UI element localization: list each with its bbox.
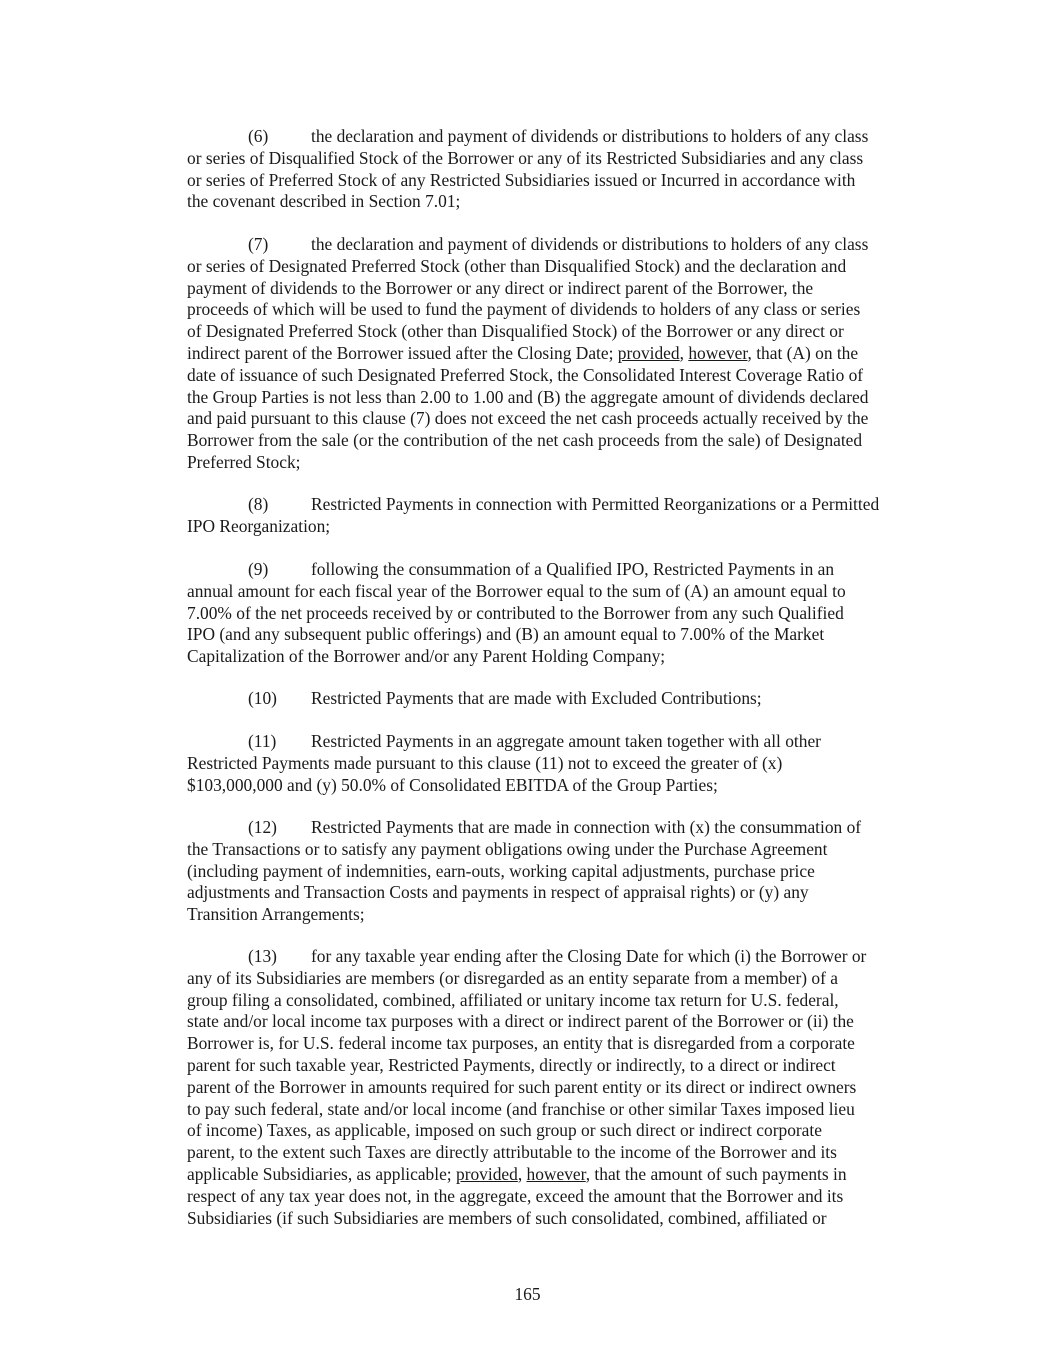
clause-number: (9) [248, 559, 269, 579]
clause-11 [187, 731, 947, 796]
clause-text: $103,000,000 and (y) 50.0% of Consolidated EBITDA of the Group Parties; [187, 774, 718, 795]
clause-text: and paid pursuant to this clause (7) does not exceed the net cash proceeds actually received by the [187, 408, 869, 429]
clause-text: Restricted Payments that are made in connection with (x) the consummation of [311, 817, 862, 837]
clause-text: or series of Preferred Stock of any Restricted Subsidiaries issued or Incurred in accordance with [187, 169, 856, 190]
clause-text: the Group Parties is not less than 2.00 to 1.00 and (B) the aggregate amount of dividends declared [187, 386, 869, 407]
clause-6 [187, 126, 947, 213]
clause-text: that (A) on the [756, 342, 859, 363]
clause-number: (11) [248, 731, 277, 751]
clause-text: adjustments and Transaction Costs and payments in respect of appraisal rights) or (y) any [187, 882, 809, 903]
clause-text: Borrower from the sale (or the contribution of the net cash proceeds from the sale) of Designated [187, 430, 863, 451]
clause-text: Restricted Payments made pursuant to this clause (11) not to exceed the greater of (x) [187, 752, 783, 773]
clause-12 [187, 817, 947, 926]
clause-text: that the amount of such payments in [594, 1163, 847, 1184]
clause-text: the declaration and payment of dividends or distributions to holders of any class [311, 126, 869, 146]
clause-text: respect of any tax year does not, in the aggregate, exceed the amount that the Borrower and its [187, 1185, 844, 1206]
clause-8 [187, 494, 947, 538]
clause-number: (12) [248, 817, 277, 837]
clause-text: 7.00% of the net proceeds received by or contributed to the Borrower from any such Qualified [187, 602, 844, 623]
clause-text: of income) Taxes, as applicable, imposed on such group or such direct or indirect corporate [187, 1120, 822, 1141]
clause-text: for any taxable year ending after the Closing Date for which (i) the Borrower or [311, 946, 867, 966]
clause-text: indirect parent of the Borrower issued after the Closing Date; [187, 342, 618, 363]
clause-text: Restricted Payments in an aggregate amount taken together with all other [311, 731, 821, 751]
clause-text: Capitalization of the Borrower and/or any Parent Holding Company; [187, 646, 666, 667]
clause-text: following the consummation of a Qualified IPO, Restricted Payments in an [311, 559, 835, 579]
clause-text: the declaration and payment of dividends or distributions to holders of any class [311, 234, 869, 254]
however-term: however [688, 342, 748, 363]
clause-text: parent for such taxable year, Restricted Payments, directly or indirectly, to a direct or indirect [187, 1054, 836, 1075]
clause-text: Preferred Stock; [187, 451, 301, 472]
clause-13: (13) for any taxable year ending after the Closing Date for which (i) the Borrower or any of its Subsidiaries are members (or disregarded as an entity separate from a member) of a group filing a consolidated, combined, affiliated or unitary income tax return for U.S. federal, state and/or local income tax purposes with a direct or indirect parent of the Borrower or (ii) the Borrower is, for U.S. federal income tax purposes, an entity that is disregarded from a corporate parent for such taxable year, Restricted Payments, directly or indirectly, to a direct or indirect parent of the Borrower in amounts required for such parent entity or its direct or indirect owners to pay such federal, state and/or local income (and franchise or other similar Taxes imposed lieu of income) Taxes, as applicable, imposed on such group or such direct or indirect corporate parent, to the extent such Taxes are directly attributable to the income of the Borrower and its applicable Subsidiaries, as applicable; provided, however, that the amount of such payments in respect of any tax year does not, in the aggregate, exceed the amount that the Borrower and its Subsidiaries (if such Subsidiaries are members of such consolidated, combined, affiliated or [187, 946, 947, 1229]
clause-number: (8) [248, 494, 269, 514]
clause-text: Transition Arrangements; [187, 904, 365, 925]
clause-text: of Designated Preferred Stock (other than Disqualified Stock) of the Borrower or any direct or [187, 321, 844, 342]
provided-term: provided [456, 1163, 518, 1184]
clause-text: Subsidiaries (if such Subsidiaries are members of such consolidated, combined, affiliated or [187, 1207, 827, 1228]
clause-7: (7) the declaration and payment of dividends or distributions to holders of any class or series of Designated Preferred Stock (other than Disqualified Stock) and the declaration and payment of dividends to the Borrower or any direct or indirect parent of the Borrower, the proceeds of which will be used to fund the payment of dividends to holders of any class or series of Designated Preferred Stock (other than Disqualified Stock) of the Borrower or any direct or indirect parent of the Borrower issued after the Closing Date; provided, however, that (A) on the date of issuance of such Designated Preferred Stock, the Consolidated Interest Coverage Ratio of the Group Parties is not less than 2.00 to 1.00 and (B) the aggregate amount of dividends declared and paid pursuant to this clause (7) does not exceed the net cash proceeds actually received by the Borrower from the sale (or the contribution of the net cash proceeds from the sale) of Designated Preferred Stock; [187, 234, 947, 474]
provided-term: provided [617, 342, 680, 363]
clause-text: IPO (and any subsequent public offerings) and (B) an amount equal to 7.00% of the Market [187, 624, 825, 645]
clause-text: or series of Designated Preferred Stock (other than Disqualified Stock) and the declaration and [187, 255, 847, 276]
clause-text: annual amount for each fiscal year of the Borrower equal to the sum of (A) an amount equal to [187, 580, 846, 601]
clause-text: the Transactions or to satisfy any payment obligations owing under the Purchase Agreement [187, 838, 828, 859]
clause-number: (10) [248, 688, 277, 708]
clause-text: IPO Reorganization; [187, 515, 331, 536]
clause-number: (6) [248, 126, 269, 146]
clause-text: proceeds of which will be used to fund the payment of dividends to holders of any class or series [187, 299, 861, 320]
clause-9 [187, 559, 947, 668]
clause-text: date of issuance of such Designated Preferred Stock, the Consolidated Interest Coverage Ratio of [187, 364, 864, 385]
clause-text: any of its Subsidiaries are members (or disregarded as an entity separate from a member) of a [187, 967, 838, 988]
clause-number: (13) [248, 946, 277, 966]
clause-text: parent, to the extent such Taxes are directly attributable to the income of the Borrower and its [187, 1142, 837, 1163]
clause-number: (7) [248, 234, 269, 254]
clause-text: payment of dividends to the Borrower or any direct or indirect parent of the Borrower, the [187, 277, 814, 298]
clause-text: Restricted Payments in connection with Permitted Reorganizations or a Permitted [311, 494, 880, 514]
clause-text: Restricted Payments that are made with Excluded Contributions; [311, 688, 762, 708]
however-term: however [526, 1163, 586, 1184]
clause-text: or series of Disqualified Stock of the Borrower or any of its Restricted Subsidiaries and any class [187, 147, 864, 168]
clause-text: parent of the Borrower in amounts required for such parent entity or its direct or indirect owners [187, 1076, 857, 1097]
clause-text: Borrower is, for U.S. federal income tax purposes, an entity that is disregarded from a corporate [187, 1033, 855, 1054]
clause-text: the covenant described in Section 7.01; [187, 191, 461, 212]
clause-text: group filing a consolidated, combined, affiliated or unitary income tax return for U.S. federal, [187, 989, 839, 1010]
clause-text: state and/or local income tax purposes with a direct or indirect parent of the Borrower or (ii) the [187, 1011, 854, 1032]
clause-10 [187, 688, 947, 710]
page-number: 165 [514, 1284, 541, 1304]
clause-text: to pay such federal, state and/or local income (and franchise or other similar Taxes imposed lieu [187, 1098, 855, 1119]
clause-text: applicable Subsidiaries, as applicable; [187, 1163, 456, 1184]
clause-text: (including payment of indemnities, earn-outs, working capital adjustments, purchase price [187, 860, 815, 881]
